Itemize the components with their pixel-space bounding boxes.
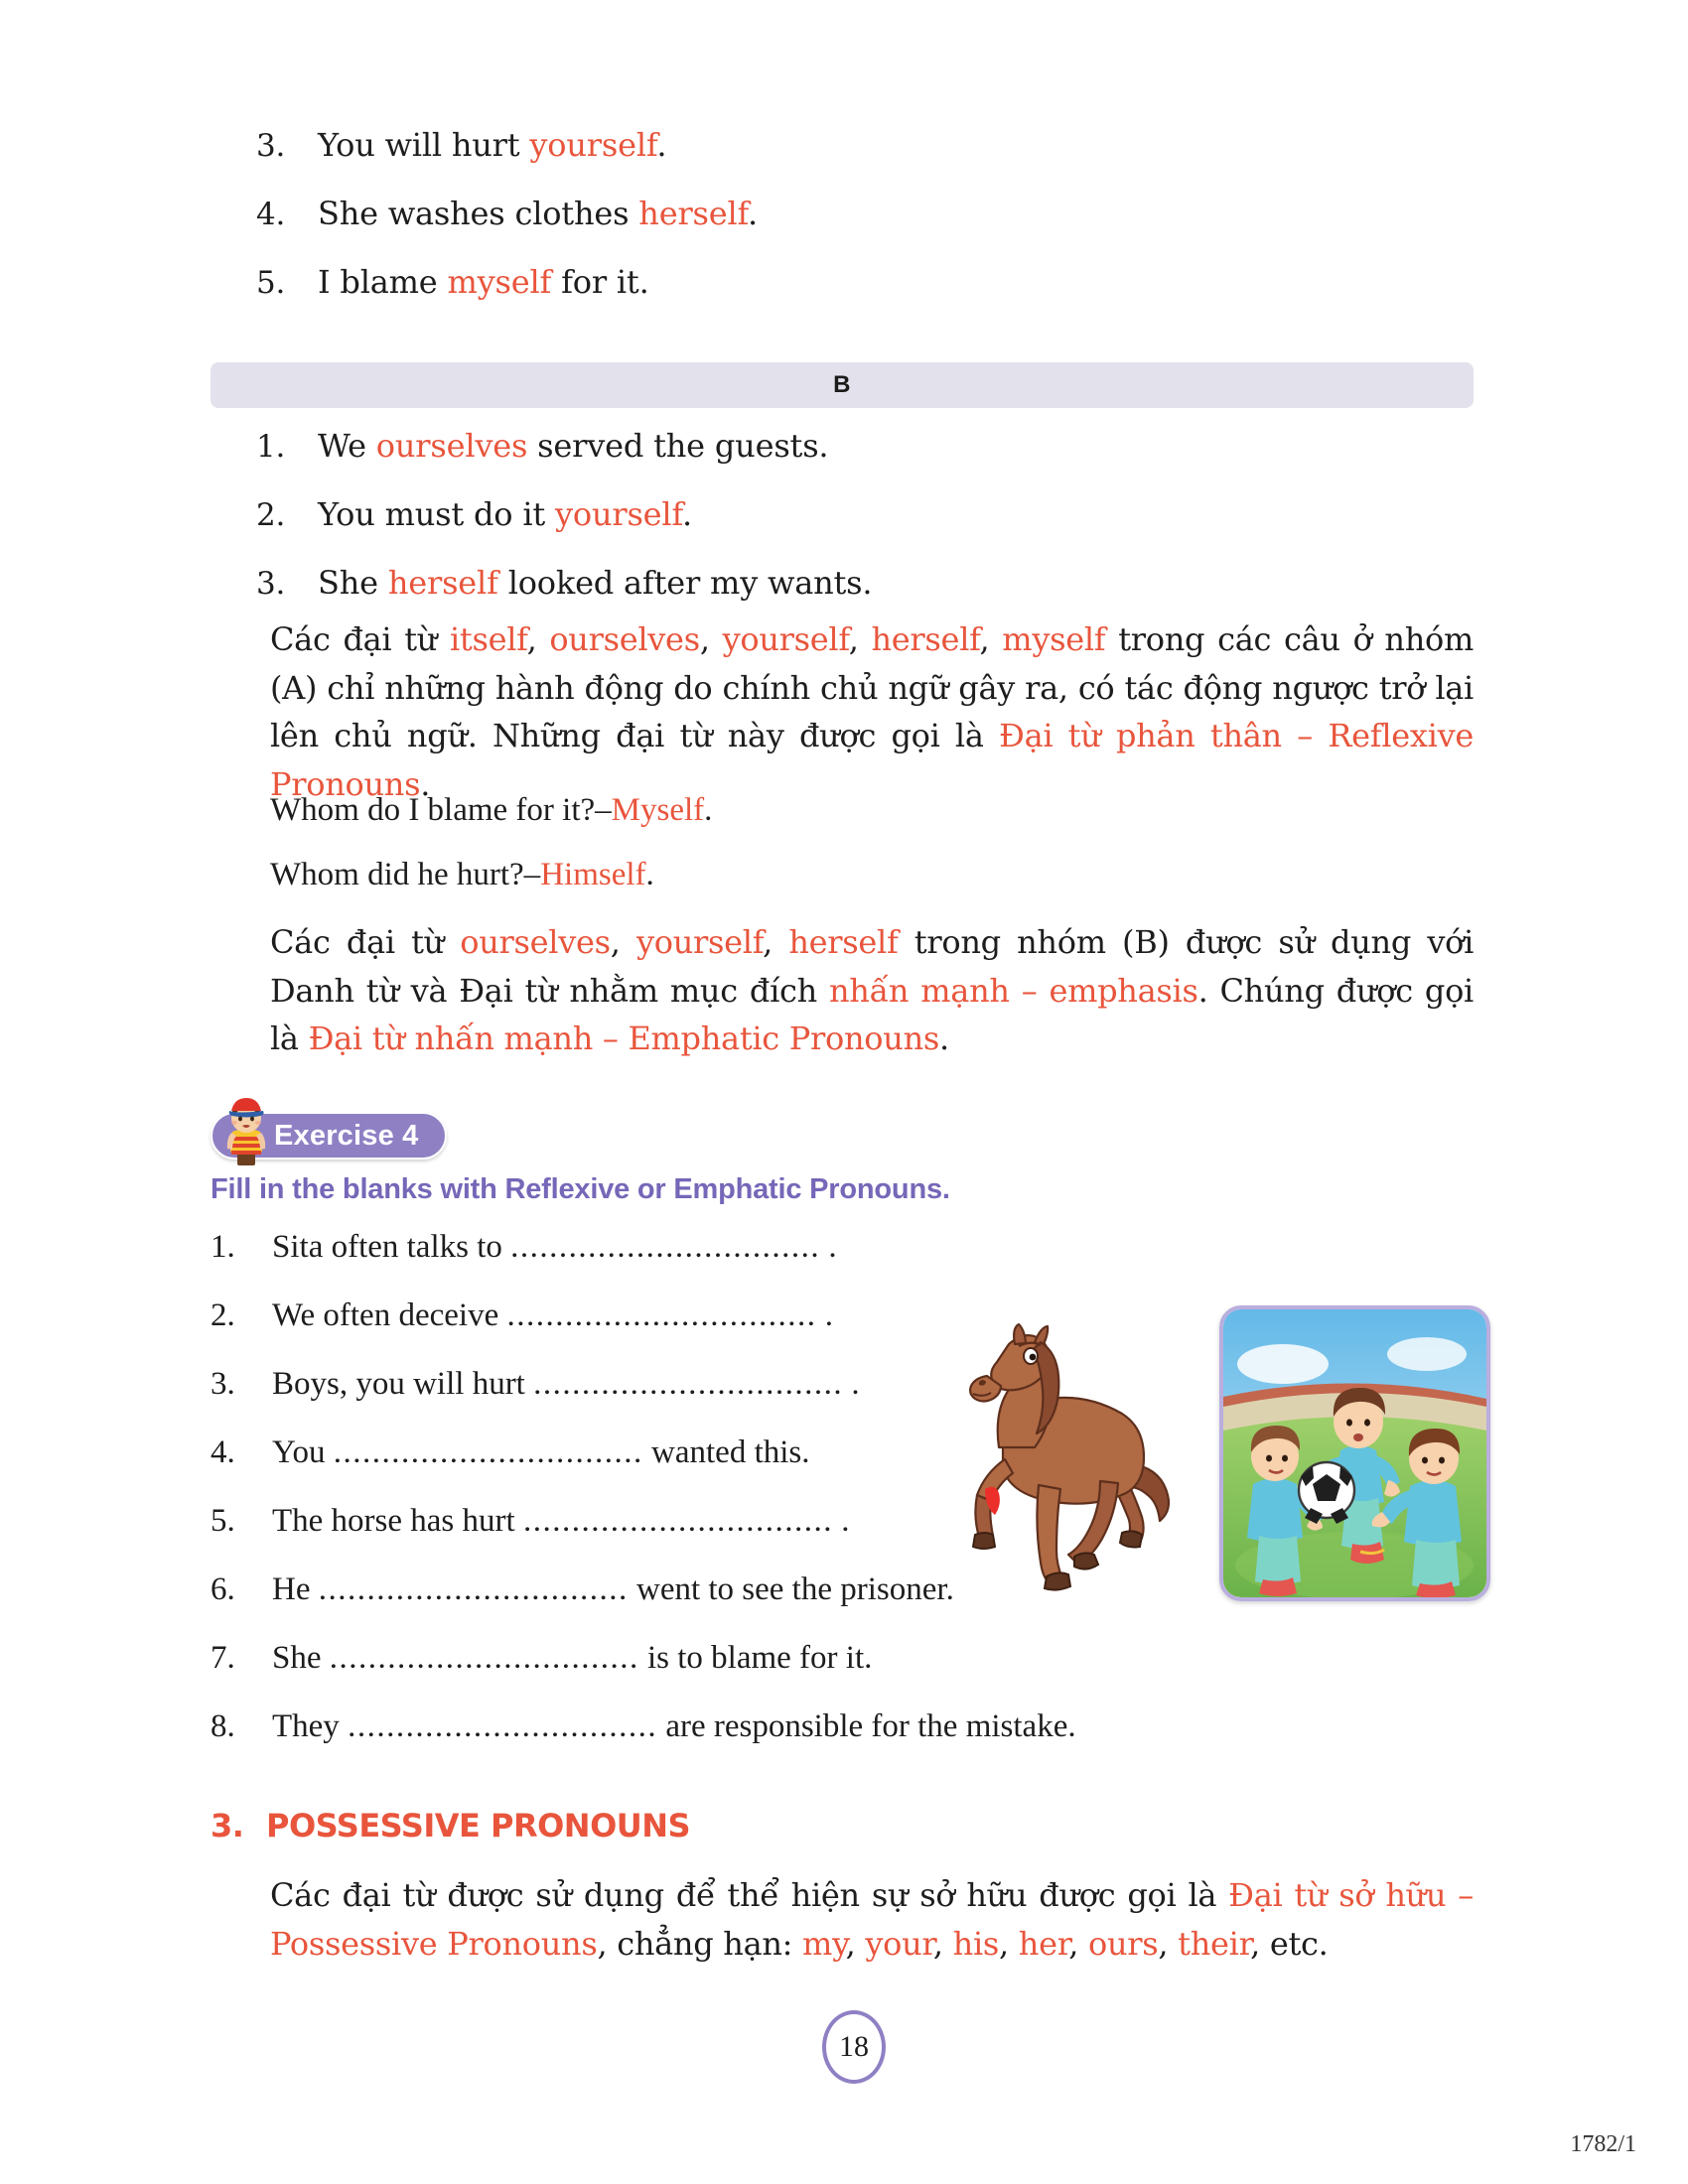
highlight-pronoun: yourself [635,923,764,961]
highlight-pronoun: herself [638,195,749,232]
explain-text: , chẳng hạn: [597,1924,803,1963]
item-number: 4. [256,197,286,232]
explain-text: . Chúng được gọi là [270,971,1474,1058]
blank-field[interactable]: ................................ [329,1640,639,1676]
question-post: wanted this. [642,1434,810,1470]
highlight-term: nhấn mạnh – emphasis [828,971,1198,1010]
section-number: 3. [211,1807,244,1844]
highlight-pronoun: myself [447,263,552,301]
blank-field[interactable]: ................................ [506,1297,817,1333]
explain-text: , [1068,1924,1088,1963]
list-item [211,1231,1164,1264]
item-text [272,1642,1164,1675]
group-b-list [256,427,1428,635]
item-text-pre: We [318,427,376,465]
page-number-badge: 18 [822,2010,886,2084]
item-text [318,263,1428,301]
explain-text: trong nhóm (B) được sử dụng với Danh từ và Đại từ nhằm mục đích [270,923,1475,1010]
item-number: 1. [211,1229,235,1265]
item-text [272,1231,1164,1264]
question-pre: The horse has hurt [272,1503,523,1539]
soccer-illustration [1219,1305,1490,1601]
explain-text: , [845,1924,866,1963]
item-text-post: . [656,126,667,164]
highlight-pronoun: my [802,1924,846,1963]
list-item [211,1710,1164,1743]
highlight-term: Đại từ nhấn mạnh – Emphatic Pronouns [308,1020,940,1058]
footer-code: 1782/1 [1570,2131,1636,2157]
item-number: 2. [256,497,286,533]
soccer-scene-icon [1223,1309,1486,1597]
item-number: 6. [211,1571,235,1607]
highlight-pronoun: herself [788,923,899,961]
group-a-list [256,126,1428,335]
qa-question: Whom did he hurt?– [270,857,541,892]
explain-text: , [979,620,1003,658]
highlight-pronoun: herself [871,620,980,658]
blank-field[interactable]: ................................ [522,1503,833,1539]
band-label: B [833,371,851,398]
highlight-pronoun: ourselves [460,923,611,961]
question-pre: He [272,1571,319,1607]
highlight-pronoun: your [865,1924,933,1963]
explain-text: , [699,620,723,658]
item-text [318,195,1428,232]
qa-post: . [704,792,713,828]
item-text [272,1710,1164,1743]
highlight-pronoun: myself [1002,620,1106,658]
item-text-post: . [748,195,759,232]
item-text-post: . [681,495,692,533]
question-pre: She [272,1640,330,1676]
highlight-pronoun: Himself [540,857,646,892]
list-item [256,495,1428,533]
highlight-pronoun: ourselves [375,427,528,465]
exercise-instruction: Fill in the blanks with Reflexive or Emphatic Pronouns. [211,1173,950,1205]
list-item [256,564,1428,602]
item-text-pre: She [318,564,388,602]
explain-text: , [999,1924,1019,1963]
explain-text: , [610,923,636,961]
list-item [256,427,1428,465]
qa-question: Whom do I blame for it?– [270,792,612,828]
list-item [211,1642,1164,1675]
question-pre: We often deceive [272,1297,507,1333]
question-post: . [843,1366,860,1402]
item-number: 2. [211,1297,235,1333]
explain-text: , [526,620,550,658]
question-post: went to see the prisoner. [628,1571,954,1607]
exercise-label: Exercise 4 [274,1119,419,1152]
question-post: . [820,1229,837,1265]
explain-text: . [939,1020,949,1058]
question-pre: You [272,1434,334,1470]
explain-text: , [763,923,789,961]
highlight-pronoun: his [952,1924,1000,1963]
item-number: 1. [256,429,286,465]
blank-field[interactable]: ................................ [510,1229,821,1265]
qa-line-2 [270,854,1474,896]
blank-field[interactable]: ................................ [348,1708,658,1744]
qa-post: . [645,857,654,892]
item-number: 5. [256,265,286,301]
blank-field[interactable]: ................................ [533,1366,844,1402]
section3-body [270,1871,1474,1968]
explain-text: . [420,764,431,803]
highlight-pronoun: their [1178,1924,1251,1963]
qa-line-1 [270,789,1474,832]
item-number: 4. [211,1434,235,1470]
item-text-pre: You will hurt [318,126,530,164]
item-text-post: for it. [551,263,649,301]
item-text [318,495,1428,533]
item-text-post: served the guests. [527,427,829,465]
item-text-pre: I blame [318,263,448,301]
item-text [318,564,1428,602]
item-number: 5. [211,1503,235,1539]
highlight-pronoun: Myself [611,792,705,828]
highlight-pronoun: ours [1087,1924,1159,1963]
question-post: are responsible for the mistake. [657,1708,1076,1744]
section-band-b [211,362,1474,408]
item-number: 3. [256,128,286,164]
question-pre: They [272,1708,349,1744]
highlight-pronoun: yourself [555,495,682,533]
highlight-pronoun: yourself [529,126,657,164]
question-pre: Boys, you will hurt [272,1366,534,1402]
item-text [318,427,1428,465]
question-post: . [816,1297,833,1333]
explain-text: Các đại từ [270,923,461,961]
explanation-reflexive [270,615,1474,809]
explain-text: , etc. [1250,1924,1329,1963]
question-pre: Sita often talks to [272,1229,511,1265]
explain-text: Các đại từ được sử dụng để thể hiện sự sở hữu được gọi là [270,1876,1229,1914]
list-item [256,263,1428,301]
highlight-pronoun: ourselves [549,620,700,658]
item-number: 3. [256,566,286,602]
section-heading-possessive [211,1807,690,1844]
explain-text: trong các câu ở nhóm (A) chỉ những hành động do chính chủ ngữ gây ra, có tác động ngược trở lại lên chủ ngữ. Những đại từ này được gọi là [270,620,1475,755]
blank-field[interactable]: ................................ [333,1434,643,1470]
item-text-post: looked after my wants. [497,564,873,602]
explanation-emphatic [270,918,1474,1063]
exercise-badge [211,1110,447,1161]
boy-mascot-icon [220,1094,272,1167]
item-text-pre: She washes clothes [318,195,639,232]
list-item [256,126,1428,164]
explain-text: , [1158,1924,1179,1963]
horse-illustration [943,1320,1192,1598]
highlight-pronoun: yourself [722,620,849,658]
highlight-pronoun: her [1018,1924,1069,1963]
item-text [318,126,1428,164]
question-post: . [832,1503,850,1539]
item-number: 8. [211,1708,235,1744]
highlight-pronoun: itself [449,620,527,658]
page-title: POSSESSIVE PRONOUNS [266,1807,691,1844]
list-item [256,195,1428,232]
explain-text: Các đại từ [270,620,450,658]
question-post: is to blame for it. [638,1640,873,1676]
explain-text: , [932,1924,953,1963]
blank-field[interactable]: ................................ [318,1571,629,1607]
highlight-term: Đại từ sở hữu – Possessive Pronouns [270,1876,1474,1963]
highlight-pronoun: herself [387,564,498,602]
explain-text: , [848,620,872,658]
item-number: 7. [211,1640,235,1676]
highlight-term: Đại từ phản thân – Reflexive Pronouns [270,717,1474,803]
item-number: 3. [211,1366,235,1402]
item-text-pre: You must do it [318,495,555,533]
